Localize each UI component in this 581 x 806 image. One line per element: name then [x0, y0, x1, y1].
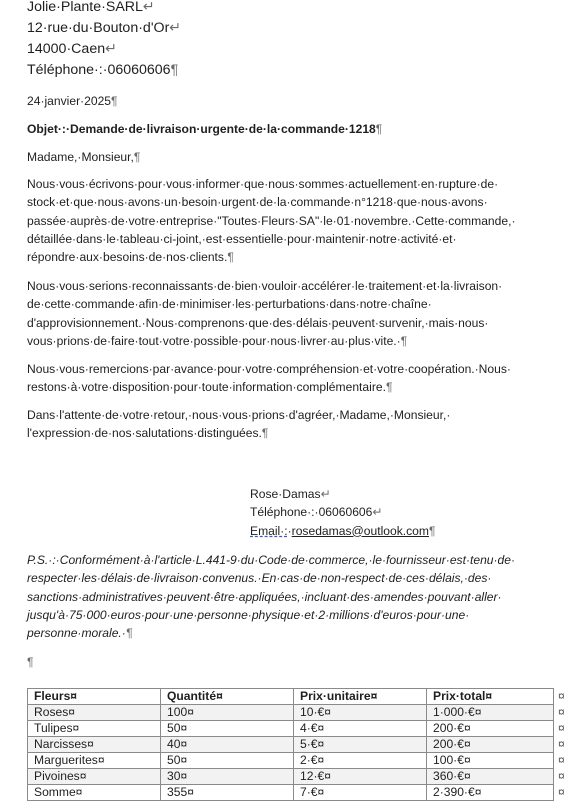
table-cell[interactable]: Pivoines¤	[28, 769, 161, 785]
table-cell[interactable]: Narcisses¤	[28, 737, 161, 753]
signature-name[interactable]: Rose·Damas↵	[250, 487, 331, 501]
table-header-cell[interactable]: Prix·total¤	[427, 689, 554, 705]
order-table	[27, 688, 554, 801]
table-cell[interactable]: 1·000·€¤	[427, 705, 554, 721]
table-cell[interactable]: 7·€¤	[294, 785, 427, 801]
table-row	[28, 737, 554, 753]
table-header-cell[interactable]: Fleurs¤	[28, 689, 161, 705]
table-cell[interactable]: 200·€¤	[427, 721, 554, 737]
paragraph-4[interactable]: Dans·l'attente·de·votre·retour,·nous·vous·prions·d'agréer,·Madame,·Monsieur,· l'expression·de·nos·salutations·distinguées.¶	[27, 408, 451, 441]
table-header-cell[interactable]: Prix·unitaire¤	[294, 689, 427, 705]
table-cell[interactable]: 355¤	[161, 785, 294, 801]
postscript[interactable]: P.S.·:·Conformément·à·l'article·L.441-9·du·Code·de·commerce,·le·fournisseur·est·tenu·de· respecter·les·délais·de·livraison·convenus.·En·cas·de·non-respect·de·ces·délais,·des· sanctions·administratives·peuvent·être·appliquées,·incluant·des·amendes·pouvant·aller· jusqu'à·75·000·euros·pour·une·personne·physique·et·2·millions·d'euros·pour·une· personne·morale.·¶	[27, 553, 516, 641]
letter-subject[interactable]: Objet·:·Demande·de·livraison·urgente·de·la·commande·1218¶	[27, 122, 383, 136]
row-end-mark: ¤	[558, 721, 565, 735]
row-end-mark: ¤	[558, 705, 565, 719]
row-end-mark: ¤	[558, 785, 565, 799]
table-cell[interactable]: 50¤	[161, 753, 294, 769]
table-cell[interactable]: Roses¤	[28, 705, 161, 721]
table-cell[interactable]: 5·€¤	[294, 737, 427, 753]
sender-company[interactable]: Jolie·Plante·SARL↵	[27, 0, 155, 15]
row-end-mark: ¤	[558, 737, 565, 751]
table-cell[interactable]: 10·€¤	[294, 705, 427, 721]
signature-email[interactable]: Email·:·rosedamas@outlook.com¶	[250, 523, 436, 538]
table-cell[interactable]: 100·€¤	[427, 753, 554, 769]
table-cell[interactable]: 100¤	[161, 705, 294, 721]
sender-block	[27, 0, 181, 81]
letter-date[interactable]: 24·janvier·2025¶	[27, 94, 118, 108]
table-row	[28, 705, 554, 721]
signature-phone[interactable]: Téléphone·:·06060606↵	[250, 505, 383, 520]
table-row	[28, 785, 554, 801]
table-cell[interactable]: 12·€¤	[294, 769, 427, 785]
row-end-mark: ¤	[558, 689, 565, 703]
sender-phone[interactable]: Téléphone·:·06060606¶	[27, 62, 179, 78]
table-cell[interactable]: Marguerites¤	[28, 753, 161, 769]
row-end-mark: ¤	[558, 769, 565, 783]
signature-block	[250, 485, 435, 540]
email-link[interactable]: rosedamas@outlook.com	[291, 523, 429, 538]
table-cell[interactable]: Tulipes¤	[28, 721, 161, 737]
salutation[interactable]: Madame,·Monsieur,¶	[27, 150, 141, 164]
sender-city[interactable]: 14000·Caen↵	[27, 41, 117, 57]
paragraph-1[interactable]: Nous·vous·écrivons·pour·vous·informer·que·nous·sommes·actuellement·en·rupture·de· stock·et·que·nous·avons·un·besoin·urgent·de·la·commande·n°1218·que·nous·avons· passée·auprès·de·votre·entreprise·"Toutes·Fleurs·SA"·le·01·novembre.·Cette·commande,· détaillée·dans·le·tableau·ci-joint,·est·essentielle·pour·maintenir·notre·activité·et· répondre·aux·besoins·de·nos·clients.¶	[27, 177, 516, 265]
paragraph-2[interactable]: Nous·vous·serions·reconnaissants·de·bien·vouloir·accélérer·le·traitement·et·la·livraison· de·cette·commande·afin·de·minimiser·les·perturbations·dans·notre·chaîne· d'approvisionnement.·Nous·comprenons·que·des·délais·peuvent·survenir,·mais·nous· vous·prions·de·faire·tout·votre·possible·pour·nous·livrer·au·plus·vite.·¶	[27, 279, 503, 348]
table-cell[interactable]: 4·€¤	[294, 721, 427, 737]
table-cell[interactable]: 360·€¤	[427, 769, 554, 785]
table-cell[interactable]: Somme¤	[28, 785, 161, 801]
table-cell[interactable]: 40¤	[161, 737, 294, 753]
row-end-mark: ¤	[558, 753, 565, 767]
table-cell[interactable]: 50¤	[161, 721, 294, 737]
table-row	[28, 769, 554, 785]
table-row	[28, 753, 554, 769]
empty-paragraph[interactable]: ¶	[27, 655, 34, 669]
table-header-row	[28, 689, 554, 705]
table-cell[interactable]: 200·€¤	[427, 737, 554, 753]
paragraph-3[interactable]: Nous·vous·remercions·par·avance·pour·votre·compréhension·et·votre·coopération.·Nous· restons·à·votre·disposition·pour·toute·information·complémentaire.¶	[27, 362, 511, 395]
table-cell[interactable]: 2·390·€¤	[427, 785, 554, 801]
table-header-cell[interactable]: Quantité¤	[161, 689, 294, 705]
table-cell[interactable]: 2·€¤	[294, 753, 427, 769]
table-cell[interactable]: 30¤	[161, 769, 294, 785]
table-row	[28, 721, 554, 737]
sender-street[interactable]: 12·rue·du·Bouton·d'Or↵	[27, 20, 182, 36]
